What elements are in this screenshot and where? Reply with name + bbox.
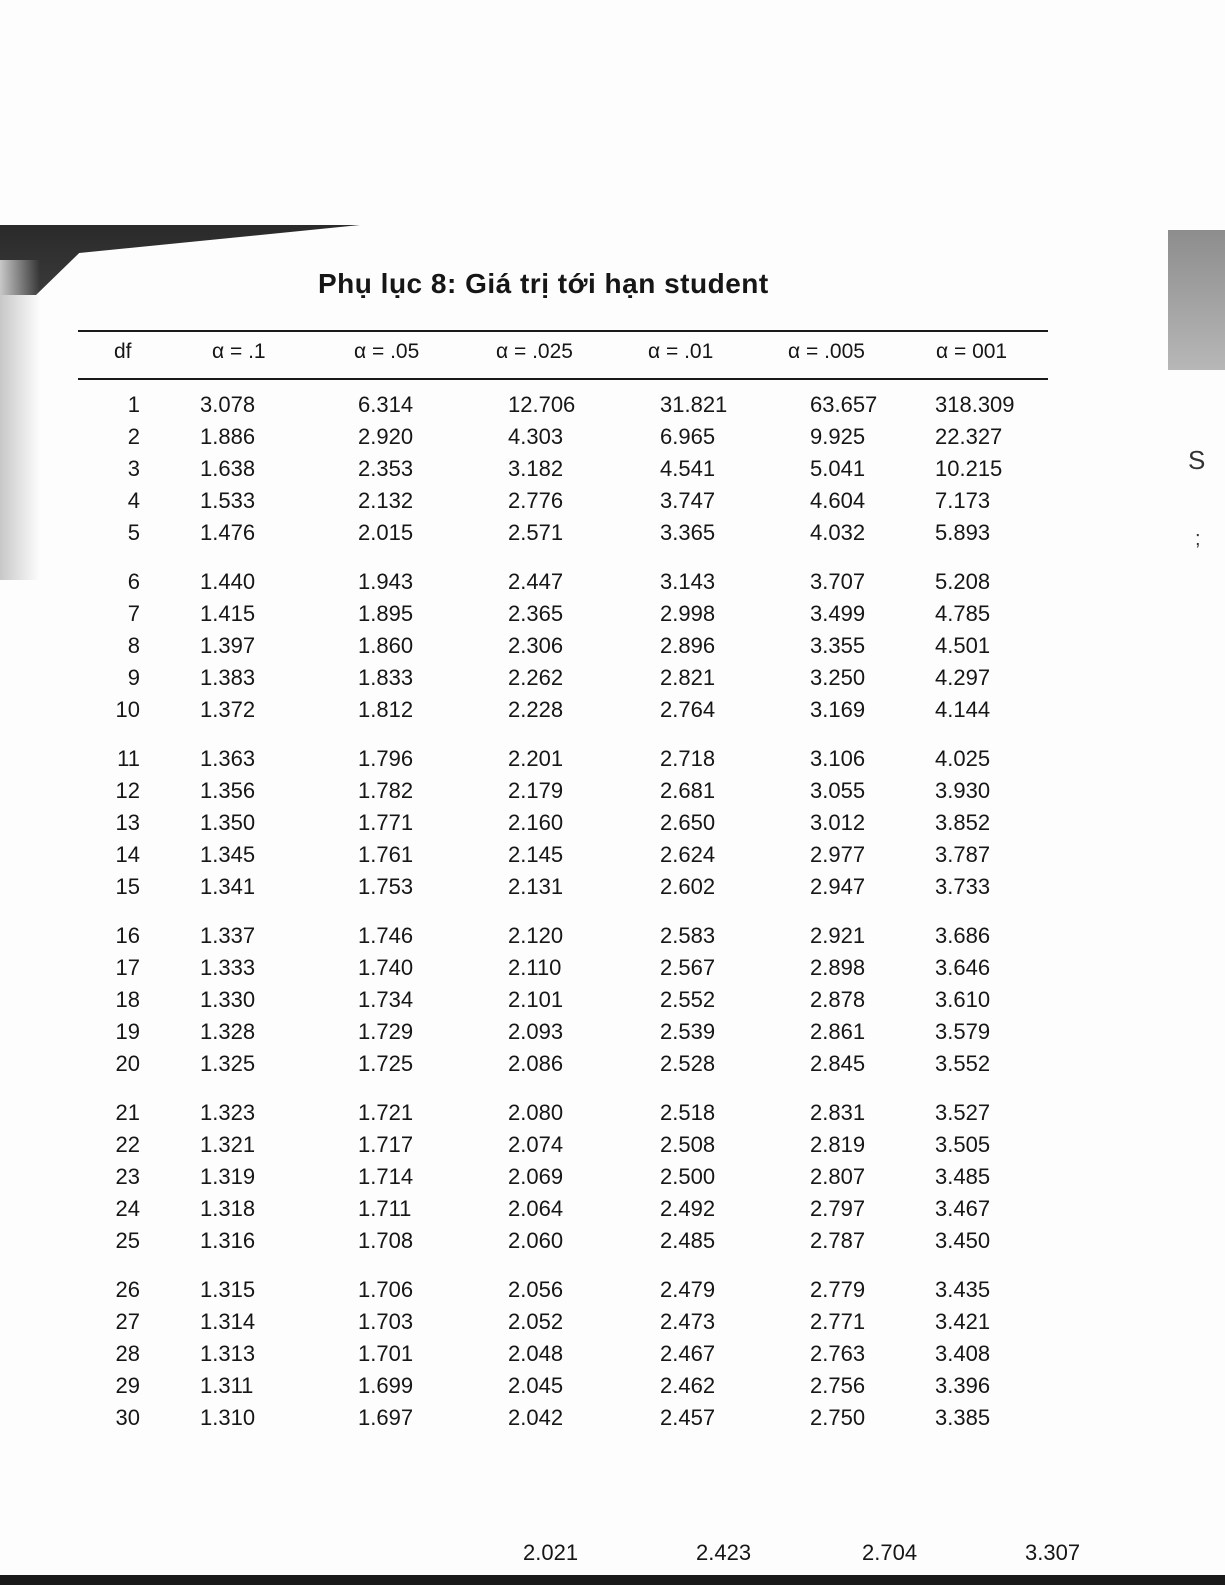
- table-row: [60, 1100, 1100, 1132]
- table-cell: 6.314: [358, 392, 414, 417]
- table-cell: 2.353: [358, 456, 414, 481]
- table-cell: 2.086: [508, 1051, 564, 1076]
- table-cell: 2.571: [508, 520, 564, 545]
- table-cell: 1.699: [358, 1373, 414, 1398]
- table-cell: 2.602: [660, 874, 716, 899]
- table-cell: 3.250: [810, 665, 866, 690]
- table-cell: 1.350: [200, 810, 256, 835]
- table-cell: 1.886: [200, 424, 256, 449]
- df-cell: 15: [115, 874, 140, 899]
- table-cell: 3.527: [935, 1100, 991, 1125]
- table-cell: 2.539: [660, 1019, 716, 1044]
- table-cell: 2.101: [508, 987, 564, 1012]
- row-group: [60, 746, 1100, 906]
- table-cell: 1.753: [358, 874, 414, 899]
- df-cell: 28: [115, 1341, 140, 1366]
- table-row: [60, 569, 1100, 601]
- df-cell: 25: [115, 1228, 140, 1253]
- table-cell: 1.533: [200, 488, 256, 513]
- table-cell: 1.771: [358, 810, 414, 835]
- table-cell: 4.785: [935, 601, 991, 626]
- row-group: [60, 569, 1100, 729]
- table-cell: 3.078: [200, 392, 256, 417]
- df-cell: 12: [115, 778, 140, 803]
- df-cell: 23: [115, 1164, 140, 1189]
- table-top-rule: [78, 330, 1048, 332]
- table-cell: 63.657: [810, 392, 878, 417]
- df-cell: 21: [115, 1100, 140, 1125]
- table-header-rule: [78, 378, 1048, 380]
- table-cell: 2.567: [660, 955, 716, 980]
- df-cell: 2: [127, 424, 140, 449]
- table-cell: 2.763: [810, 1341, 866, 1366]
- row-group: [60, 1277, 1100, 1437]
- table-row: [60, 1405, 1100, 1437]
- table-cell: 1.638: [200, 456, 256, 481]
- table-cell: 5.208: [935, 569, 991, 594]
- df-cell: 29: [115, 1373, 140, 1398]
- table-cell: 2.447: [508, 569, 564, 594]
- table-cell: 2.764: [660, 697, 716, 722]
- table-cell: 3.485: [935, 1164, 991, 1189]
- table-cell: 6.965: [660, 424, 716, 449]
- table-cell: 1.341: [200, 874, 256, 899]
- table-cell: 1.703: [358, 1309, 414, 1334]
- table-row: [60, 923, 1100, 955]
- table-cell: 2.704: [862, 1540, 918, 1565]
- table-cell: 2.074: [508, 1132, 564, 1157]
- table-cell: 2.492: [660, 1196, 716, 1221]
- table-row: [60, 1277, 1100, 1309]
- table-cell: 2.771: [810, 1309, 866, 1334]
- table-cell: 3.385: [935, 1405, 991, 1430]
- table-cell: 2.861: [810, 1019, 866, 1044]
- table-cell: 1.372: [200, 697, 256, 722]
- table-row: [60, 746, 1100, 778]
- table-cell: 2.797: [810, 1196, 866, 1221]
- table-cell: 2.045: [508, 1373, 564, 1398]
- table-cell: 2.977: [810, 842, 866, 867]
- table-row: [60, 1373, 1100, 1405]
- table-cell: 1.701: [358, 1341, 414, 1366]
- page-bottom-edge: [0, 1575, 1225, 1585]
- table-cell: 2.807: [810, 1164, 866, 1189]
- table-cell: 1.311: [200, 1373, 254, 1398]
- table-cell: 5.041: [810, 456, 866, 481]
- df-cell: 27: [115, 1309, 140, 1334]
- table-cell: 1.833: [358, 665, 414, 690]
- table-cell: 2.462: [660, 1373, 716, 1398]
- header-alpha-005: α = .005: [788, 340, 865, 363]
- table-cell: 2.048: [508, 1341, 564, 1366]
- table-cell: 2.021: [523, 1540, 579, 1565]
- table-cell: 1.717: [358, 1132, 414, 1157]
- table-cell: 2.120: [508, 923, 564, 948]
- table-cell: 1.323: [200, 1100, 256, 1125]
- table-cell: 2.056: [508, 1277, 564, 1302]
- df-cell: 13: [115, 810, 140, 835]
- df-cell: 16: [115, 923, 140, 948]
- df-cell: 1: [127, 392, 140, 417]
- table-cell: 5.893: [935, 520, 991, 545]
- df-cell: 26: [115, 1277, 140, 1302]
- table-cell: 1.895: [358, 601, 414, 626]
- table-cell: 2.681: [660, 778, 716, 803]
- page-title: Phụ lục 8: Giá trị tới hạn student: [318, 268, 769, 299]
- table-body: [60, 392, 1100, 1454]
- table-cell: 2.457: [660, 1405, 716, 1430]
- table-cell: 3.707: [810, 569, 866, 594]
- table-row: [60, 1196, 1100, 1228]
- table-cell: 1.313: [200, 1341, 256, 1366]
- header-alpha-01: α = .01: [648, 340, 714, 363]
- table-cell: 1.860: [358, 633, 414, 658]
- table-cell: 2.787: [810, 1228, 866, 1253]
- table-row: [60, 488, 1100, 520]
- table-cell: 2.896: [660, 633, 716, 658]
- table-cell: 2.080: [508, 1100, 564, 1125]
- table-cell: 1.782: [358, 778, 414, 803]
- table-cell: 2.228: [508, 697, 564, 722]
- table-cell: 2.831: [810, 1100, 866, 1125]
- table-cell: 1.316: [200, 1228, 256, 1253]
- table-cell: 1.415: [200, 601, 256, 626]
- table-cell: 318.309: [935, 392, 1015, 417]
- table-cell: 1.706: [358, 1277, 414, 1302]
- table-cell: 2.878: [810, 987, 866, 1012]
- df-cell: 7: [127, 601, 140, 626]
- table-cell: 2.042: [508, 1405, 564, 1430]
- table-cell: 3.408: [935, 1341, 991, 1366]
- table-row: [60, 697, 1100, 729]
- table-cell: 1.476: [200, 520, 256, 545]
- table-cell: 1.708: [358, 1228, 414, 1253]
- table-cell: 3.787: [935, 842, 991, 867]
- table-cell: 3.610: [935, 987, 991, 1012]
- table-row: [60, 778, 1100, 810]
- df-cell: 5: [127, 520, 140, 545]
- table-cell: 2.583: [660, 923, 716, 948]
- df-cell: 10: [115, 697, 140, 722]
- table-row: [60, 601, 1100, 633]
- table-cell: 2.947: [810, 874, 866, 899]
- df-cell: 20: [115, 1051, 140, 1076]
- table-row: [60, 955, 1100, 987]
- table-cell: 4.541: [660, 456, 716, 481]
- table-cell: 2.160: [508, 810, 564, 835]
- table-cell: 1.796: [358, 746, 414, 771]
- table-cell: 1.440: [200, 569, 256, 594]
- header-df: df: [114, 340, 132, 363]
- table-cell: 7.173: [935, 488, 991, 513]
- table-cell: 3.930: [935, 778, 991, 803]
- table-row: [60, 810, 1100, 842]
- table-cell: 3.505: [935, 1132, 991, 1157]
- df-cell: 11: [117, 746, 140, 771]
- table-cell: 2.473: [660, 1309, 716, 1334]
- df-cell: 24: [115, 1196, 140, 1221]
- df-cell: 14: [115, 842, 140, 867]
- table-cell: 1.318: [200, 1196, 256, 1221]
- table-cell: 1.321: [200, 1132, 256, 1157]
- table-cell: 1.310: [200, 1405, 256, 1430]
- table-cell: 2.508: [660, 1132, 716, 1157]
- table-row: [60, 1309, 1100, 1341]
- df-cell: 22: [115, 1132, 140, 1157]
- table-cell: 2.750: [810, 1405, 866, 1430]
- table-cell: 3.747: [660, 488, 716, 513]
- table-cell: 3.143: [660, 569, 716, 594]
- table-row: [60, 520, 1100, 552]
- table-cell: 3.396: [935, 1373, 991, 1398]
- table-cell: 2.552: [660, 987, 716, 1012]
- table-cell: 1.714: [358, 1164, 414, 1189]
- margin-mark-s: S: [1188, 445, 1206, 475]
- table-cell: 2.015: [358, 520, 414, 545]
- table-cell: 1.319: [200, 1164, 256, 1189]
- table-cell: 3.182: [508, 456, 564, 481]
- df-cell: 19: [115, 1019, 140, 1044]
- table-cell: 2.060: [508, 1228, 564, 1253]
- table-cell: 1.721: [358, 1100, 414, 1125]
- photo-background-left: [0, 225, 360, 295]
- table-cell: 2.132: [358, 488, 414, 513]
- table-cell: 2.093: [508, 1019, 564, 1044]
- table-cell: 3.055: [810, 778, 866, 803]
- table-cell: 2.052: [508, 1309, 564, 1334]
- table-cell: 2.921: [810, 923, 866, 948]
- table-cell: 1.345: [200, 842, 256, 867]
- table-cell: 2.920: [358, 424, 414, 449]
- photo-background-right: [1168, 230, 1225, 370]
- table-cell: 3.450: [935, 1228, 991, 1253]
- table-cell: 1.729: [358, 1019, 414, 1044]
- df-cell: 17: [115, 955, 140, 980]
- table-cell: 1.943: [358, 569, 414, 594]
- table-cell: 1.697: [358, 1405, 414, 1430]
- table-cell: 2.423: [696, 1540, 752, 1565]
- table-cell: 1.740: [358, 955, 414, 980]
- table-cell: 2.069: [508, 1164, 564, 1189]
- table-cell: 2.756: [810, 1373, 866, 1398]
- row-group: [60, 392, 1100, 552]
- table-cell: 1.397: [200, 633, 256, 658]
- table-cell: 9.925: [810, 424, 866, 449]
- header-alpha-1: α = .1: [212, 340, 266, 363]
- table-row: [60, 987, 1100, 1019]
- df-cell: 18: [115, 987, 140, 1012]
- table-cell: 2.479: [660, 1277, 716, 1302]
- table-cell: 3.646: [935, 955, 991, 980]
- table-cell: 1.333: [200, 955, 256, 980]
- table-row: [60, 392, 1100, 424]
- table-cell: 2.467: [660, 1341, 716, 1366]
- table-cell: 1.812: [358, 697, 414, 722]
- table-cell: 10.215: [935, 456, 1003, 481]
- table-cell: 22.327: [935, 424, 1003, 449]
- table-cell: 3.421: [935, 1309, 991, 1334]
- table-row: [60, 1341, 1100, 1373]
- table-cell: 2.201: [508, 746, 564, 771]
- table-cell: 3.435: [935, 1277, 991, 1302]
- table-cell: 3.169: [810, 697, 866, 722]
- table-cell: 1.746: [358, 923, 414, 948]
- table-row: [60, 456, 1100, 488]
- table-cell: 4.297: [935, 665, 991, 690]
- header-alpha-05: α = .05: [354, 340, 420, 363]
- table-row: [60, 1019, 1100, 1051]
- table-cell: 4.303: [508, 424, 564, 449]
- table-row: [60, 1132, 1100, 1164]
- df-cell: 3: [127, 456, 140, 481]
- table-cell: 2.998: [660, 601, 716, 626]
- table-header: [78, 340, 1048, 374]
- table-cell: 3.552: [935, 1051, 991, 1076]
- table-cell: 2.365: [508, 601, 564, 626]
- df-cell: 4: [127, 488, 140, 513]
- table-row: [60, 424, 1100, 456]
- df-cell: 8: [127, 633, 140, 658]
- page-shadow: [0, 260, 40, 580]
- table-cell: 1.356: [200, 778, 256, 803]
- table-cell: 4.032: [810, 520, 866, 545]
- table-cell: 2.898: [810, 955, 866, 980]
- table-cell: 3.365: [660, 520, 716, 545]
- table-cell: 2.845: [810, 1051, 866, 1076]
- table-cell: 1.337: [200, 923, 256, 948]
- table-cell: 1.315: [200, 1277, 256, 1302]
- table-cell: 2.518: [660, 1100, 716, 1125]
- table-cell: 2.821: [660, 665, 716, 690]
- table-cell: 3.499: [810, 601, 866, 626]
- table-cell: 2.528: [660, 1051, 716, 1076]
- table-cell: 1.761: [358, 842, 414, 867]
- table-cell: 3.106: [810, 746, 866, 771]
- row-group: [60, 1100, 1100, 1260]
- table-cell: 2.779: [810, 1277, 866, 1302]
- table-cell: 3.467: [935, 1196, 991, 1221]
- row-group: [60, 923, 1100, 1083]
- table-cell: 2.262: [508, 665, 564, 690]
- table-cell: 4.604: [810, 488, 866, 513]
- table-cell: 3.579: [935, 1019, 991, 1044]
- table-cell: 2.306: [508, 633, 564, 658]
- table-row: [60, 1228, 1100, 1260]
- df-cell: 30: [115, 1405, 140, 1430]
- table-cell: 4.025: [935, 746, 991, 771]
- table-cell: 3.012: [810, 810, 866, 835]
- table-cell: 31.821: [660, 392, 728, 417]
- table-cell: 3.733: [935, 874, 991, 899]
- table-cell: 1.330: [200, 987, 256, 1012]
- table-cell: 1.363: [200, 746, 256, 771]
- table-row: [60, 874, 1100, 906]
- table-cell: 3.686: [935, 923, 991, 948]
- table-cell: 3.307: [1025, 1540, 1081, 1565]
- table-cell: 2.110: [508, 955, 562, 980]
- df-cell: 9: [127, 665, 140, 690]
- table-row: [60, 1051, 1100, 1083]
- table-cell: 2.131: [508, 874, 564, 899]
- table-cell: 1.734: [358, 987, 414, 1012]
- table-cell: 1.383: [200, 665, 256, 690]
- table-cell: 2.064: [508, 1196, 564, 1221]
- table-cell: 1.314: [200, 1309, 256, 1334]
- margin-mark-semicolon: ;: [1195, 528, 1201, 550]
- table-cell: 4.501: [935, 633, 991, 658]
- table-cell: 3.852: [935, 810, 991, 835]
- table-cell: 2.500: [660, 1164, 716, 1189]
- table-cell: 2.650: [660, 810, 716, 835]
- table-cell: 2.485: [660, 1228, 716, 1253]
- table-cell: 2.819: [810, 1132, 866, 1157]
- table-cell: 1.725: [358, 1051, 414, 1076]
- table-cell: 2.718: [660, 746, 716, 771]
- table-cell: 12.706: [508, 392, 576, 417]
- header-alpha-025: α = .025: [496, 340, 573, 363]
- table-row: [60, 1164, 1100, 1196]
- table-row: [60, 633, 1100, 665]
- table-cell: 1.325: [200, 1051, 256, 1076]
- table-row: [60, 665, 1100, 697]
- table-cell: 2.145: [508, 842, 564, 867]
- table-row: [60, 842, 1100, 874]
- df-cell: 6: [127, 569, 140, 594]
- table-cell: 2.179: [508, 778, 564, 803]
- table-cell: 1.711: [358, 1196, 412, 1221]
- table-cell: 2.624: [660, 842, 716, 867]
- table-cell: 4.144: [935, 697, 991, 722]
- table-cell: 2.776: [508, 488, 564, 513]
- header-alpha-001: α = 001: [936, 340, 1008, 363]
- table-cell: 3.355: [810, 633, 866, 658]
- table-cell: 1.328: [200, 1019, 256, 1044]
